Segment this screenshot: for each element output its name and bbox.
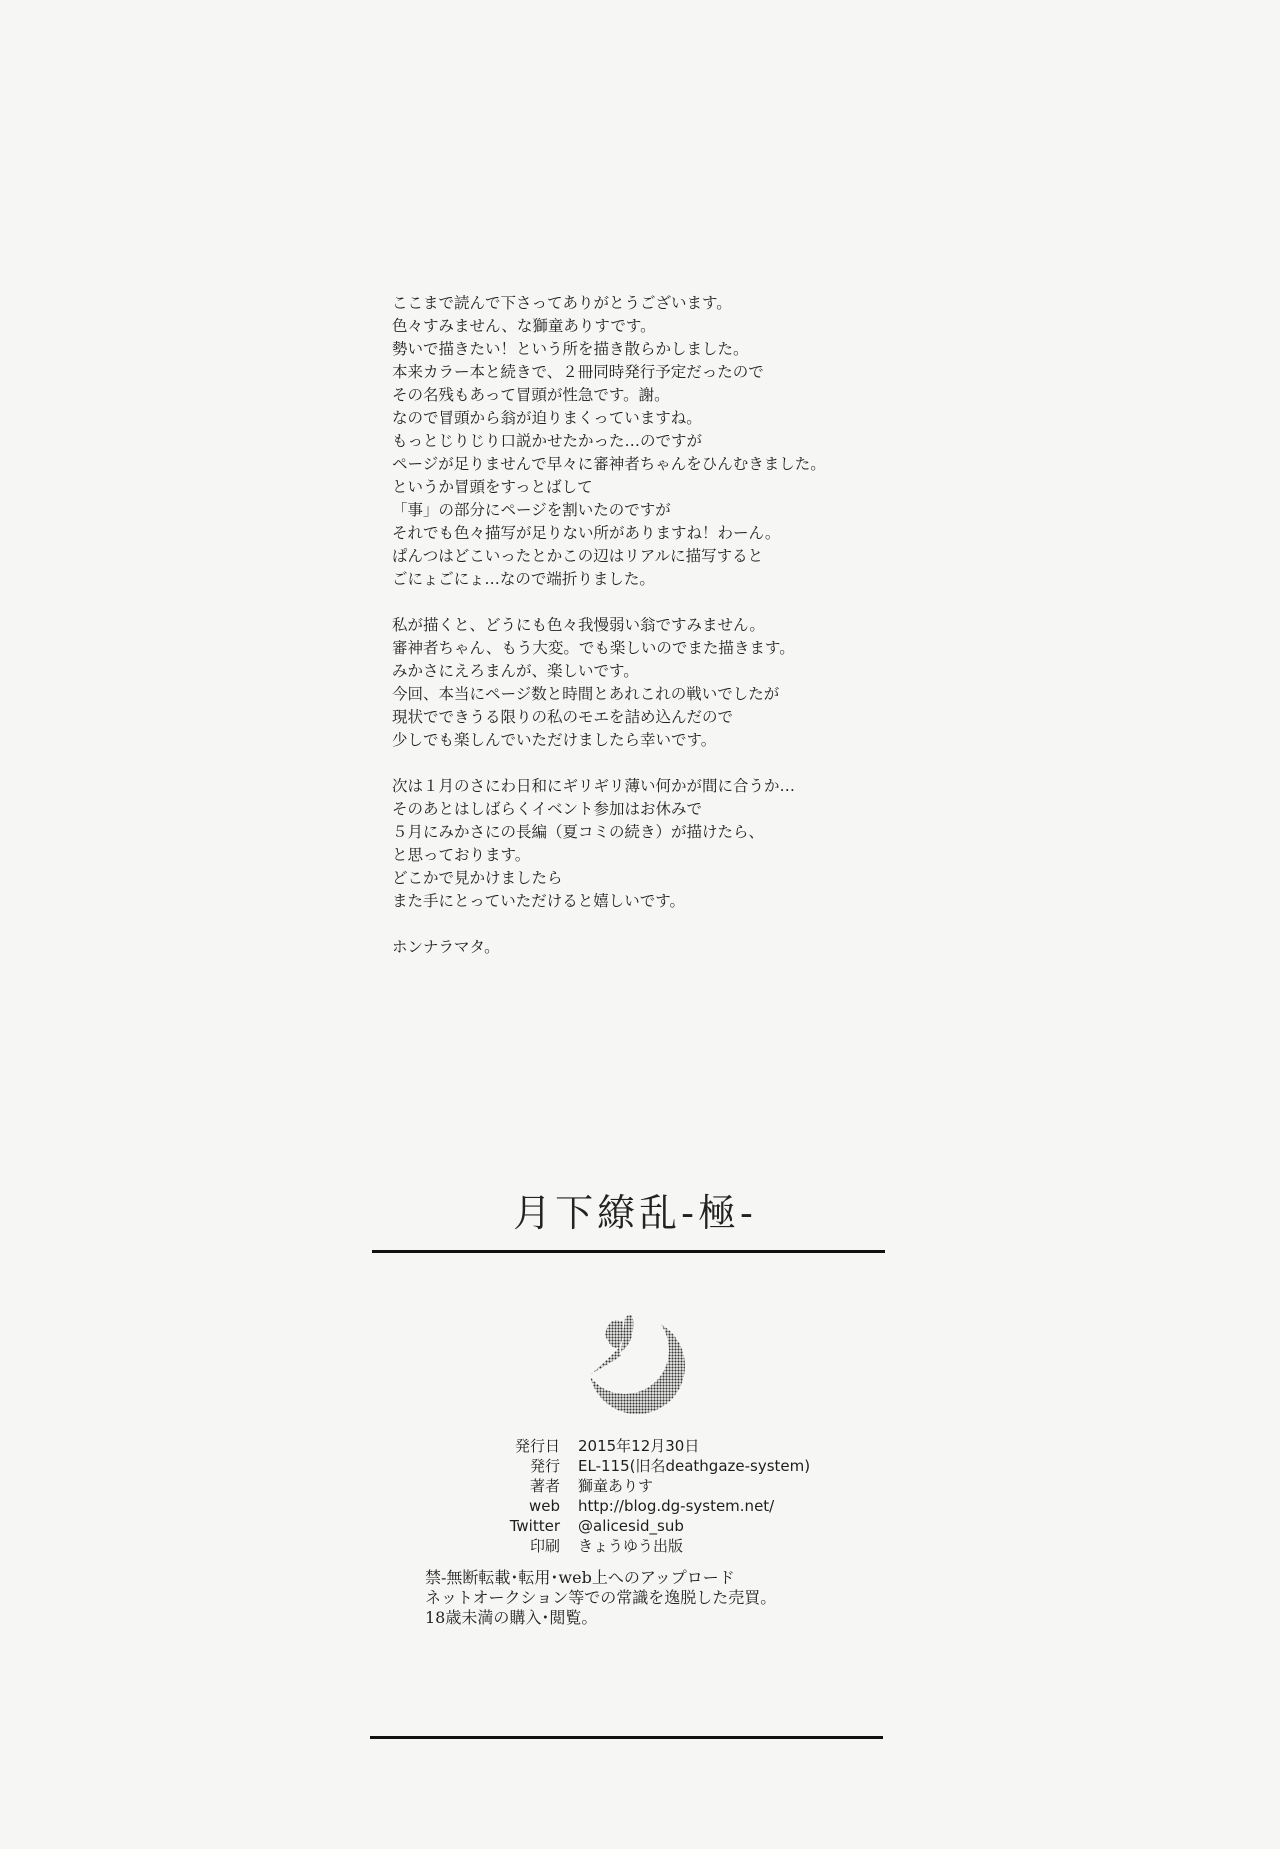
afterword-line: 次は１月のさにわ日和にギリギリ薄い何かが間に合うか… <box>392 777 796 795</box>
afterword-line: というか冒頭をすっとばして <box>392 478 593 496</box>
afterword-line: 本来カラー本と続きで、２冊同時発行予定だったので <box>392 363 764 381</box>
colophon-label: 印刷 <box>529 1537 560 1555</box>
afterword-line: どこかで見かけましたら <box>392 869 563 887</box>
afterword-line: 私が描くと、どうにも色々我慢弱い翁ですみません。 <box>392 616 765 634</box>
afterword-line: ホンナラマタ。 <box>392 938 500 956</box>
afterword-line: その名残もあって冒頭が性急です。謝。 <box>392 386 670 404</box>
afterword-line: ５月にみかさにの長編（夏コミの続き）が描けたら、 <box>392 823 765 841</box>
afterword-line: そのあとはしばらくイベント参加はお休みで <box>392 800 703 818</box>
colophon-value: http://blog.dg-system.net/ <box>578 1497 775 1515</box>
colophon-label: web <box>528 1497 560 1515</box>
colophon-value: @alicesid_sub <box>578 1517 684 1535</box>
colophon-value: 2015年12月30日 <box>578 1437 700 1455</box>
afterword-line: ぱんつはどこいったとかこの辺はリアルに描写すると <box>392 547 764 565</box>
title-divider <box>372 1250 885 1253</box>
book-title: 月下繚乱-極- <box>513 1191 757 1235</box>
afterword-line: 審神者ちゃん、もう大変。でも楽しいのでまた描きます。 <box>392 639 795 657</box>
afterword-line: また手にとっていただけると嬉しいです。 <box>392 892 685 910</box>
notice-line: 禁-無断転載･転用･web上へのアップロード <box>425 1568 735 1587</box>
afterword-text <box>392 292 826 959</box>
afterword-line: ここまで読んで下さってありがとうございます。 <box>392 294 732 312</box>
paragraph-gap <box>392 591 826 614</box>
colophon-label: 発行日 <box>514 1437 560 1455</box>
afterword-line: 「事」の部分にページを割いたのですが <box>392 501 671 519</box>
colophon-label: 発行 <box>529 1457 560 1475</box>
afterword-line: みかさにえろまんが、楽しいです。 <box>392 662 639 680</box>
notice-line: ネットオークション等での常識を逸脱した売買。 <box>425 1588 777 1607</box>
afterword-line: もっとじりじり口説かせたかった…のですが <box>392 432 703 450</box>
afterword-line: それでも色々描写が足りない所がありますね！わーん。 <box>392 524 781 542</box>
colophon-value: EL-115(旧名deathgaze-system) <box>578 1457 811 1475</box>
paragraph-gap <box>392 752 826 775</box>
bottom-divider <box>370 1736 883 1739</box>
copyright-notice <box>425 1568 776 1628</box>
colophon-label: Twitter <box>509 1517 560 1535</box>
notice-line: 18歳未満の購入･閲覧。 <box>425 1608 598 1627</box>
afterword-line: 色々すみません、な獅童ありすです。 <box>392 317 656 335</box>
afterword-line: 現状でできうる限りの私のモエを詰め込んだので <box>392 708 734 726</box>
afterword-line: と思っております。 <box>392 846 531 864</box>
afterword-line: 今回、本当にページ数と時間とあれこれの戦いでしたが <box>392 685 780 703</box>
afterword-line: ページが足りませんで早々に審神者ちゃんをひんむきました。 <box>392 455 826 473</box>
afterword-line: ごにょごにょ…なので端折りました。 <box>392 570 655 588</box>
colophon-value: 獅童ありす <box>578 1477 654 1495</box>
afterword-line: 勢いで描きたい！という所を描き散らかしました。 <box>392 340 749 358</box>
crescent-moon-bird-icon <box>575 1300 695 1420</box>
afterword-line: 少しでも楽しんでいただけましたら幸いです。 <box>392 731 717 749</box>
afterword-line: なので冒頭から翁が迫りまくっていますね。 <box>392 409 702 427</box>
paragraph-gap <box>392 913 826 936</box>
colophon-label: 著者 <box>529 1477 560 1495</box>
colophon-value: きょうゆう出版 <box>578 1537 684 1555</box>
